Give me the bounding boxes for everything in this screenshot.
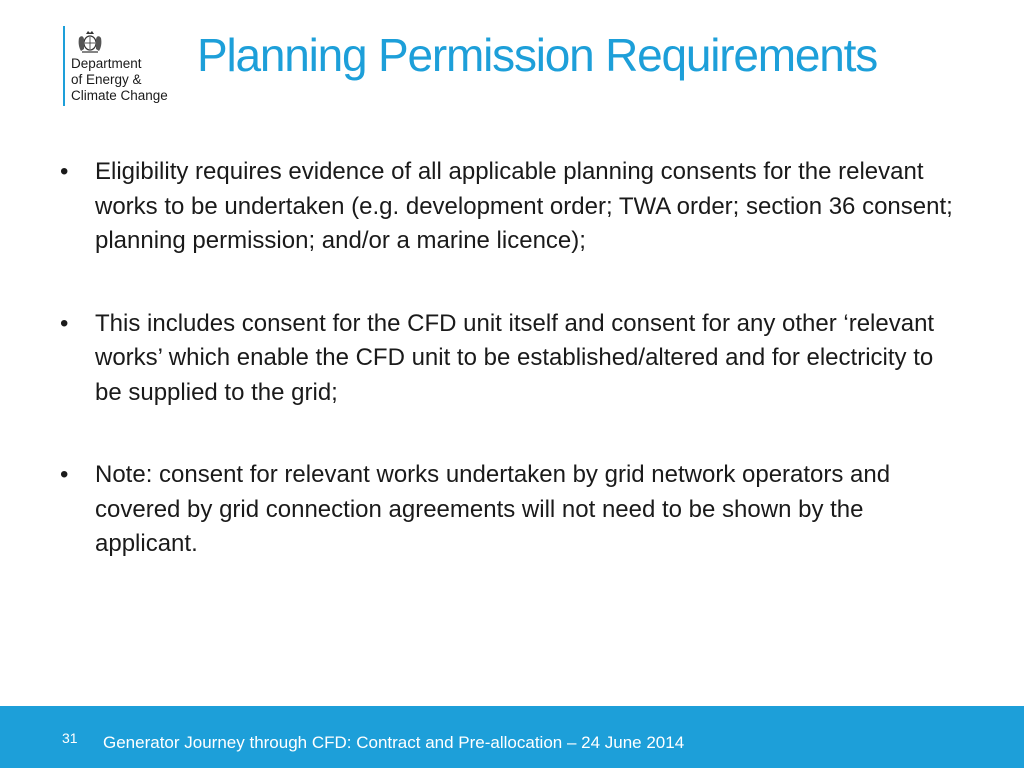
bullet-text: Eligibility requires evidence of all applicable planning consents for the relevant works to be undertaken (e.g. development order; TWA order; section 36 consent; planning permission; and/or a marine licence); xyxy=(95,158,953,254)
bullet-list xyxy=(58,155,958,610)
royal-crest-icon xyxy=(76,29,104,55)
bullet-item-eligibility xyxy=(58,155,958,259)
footer-bar xyxy=(0,706,1024,768)
bullet-marker: • xyxy=(60,158,69,185)
department-logo xyxy=(63,26,193,110)
slide-title: Planning Permission Requirements xyxy=(197,29,878,81)
department-name xyxy=(71,56,168,104)
bullet-item-note xyxy=(58,458,958,562)
department-name-line-1: Department xyxy=(71,56,142,71)
logo-divider-bar xyxy=(63,26,65,106)
footer-text: Generator Journey through CFD: Contract and Pre-allocation – 24 June 2014 xyxy=(103,733,685,752)
department-name-line-2: of Energy & xyxy=(71,72,142,87)
bullet-text: This includes consent for the CFD unit itself and consent for any other ‘relevant works’ which enable the CFD unit to be established/altered and for electricity to be supplied to the grid; xyxy=(95,309,935,406)
bullet-item-consent-scope xyxy=(58,307,958,411)
department-name-line-3: Climate Change xyxy=(71,88,168,103)
slide-number: 31 xyxy=(62,730,78,746)
bullet-marker: • xyxy=(60,461,69,488)
bullet-text: Note: consent for relevant works undertaken by grid network operators and covered by grid connection agreements will not need to be shown by the applicant. xyxy=(95,461,891,557)
bullet-marker: • xyxy=(60,309,69,337)
